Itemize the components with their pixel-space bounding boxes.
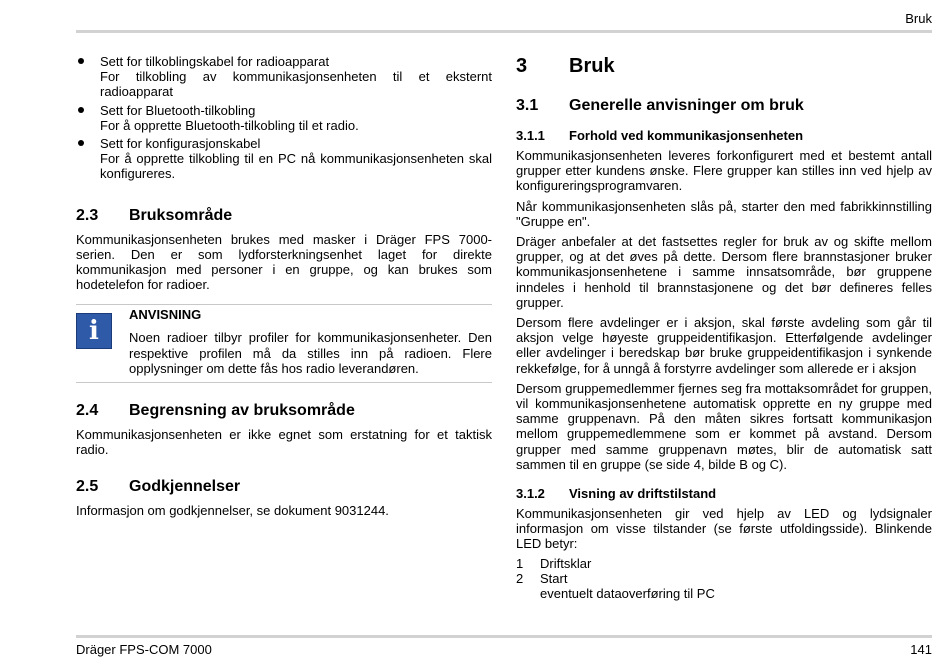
item-text [540,571,715,601]
chapter-title: Bruk [569,55,615,77]
bullet-head: Sett for tilkoblingskabel for radioapparat [100,54,330,69]
right-column [516,54,932,601]
footer-rule [76,635,932,638]
section-number: 3.1 [516,97,539,114]
item-text: Driftsklar [540,555,592,571]
section-text: Kommunikasjonsenheten brukes med masker i Dräger FPS 7000-serien. Den er som lydforsterkningsenhet laget for direkte kommunikasjon med personer i en gruppe, og kan brukes som hodetelefon for radioer. [76,231,492,293]
section-title: Godkjennelser [129,478,241,496]
paragraph: Dersom flere avdelinger er i aksjon, skal første avdeling som går til aksjon velge høyeste gruppeidentifikasjon. Etterfølgende avdelinger eller avdelinger i beredskap bør bruke gruppeidentifikasjon i synkende rekkefølge, for å unngå å forstyrre avdelinger som allerede er i aksjon [516,315,932,376]
subsection-number: 3.1.2 [516,486,545,502]
section-heading-3-1 [516,96,932,116]
section-text: Informasjon om godkjennelser, se dokument 9031244. [76,503,389,519]
info-icon: i [76,313,112,349]
section-heading-2-5 [76,477,492,497]
running-header: Bruk [905,11,932,26]
section-number: 2.3 [76,206,99,224]
list-item [76,103,492,133]
chapter-heading [516,54,932,78]
item-line: Start [540,570,568,586]
led-state-list [516,556,932,602]
paragraph: Dräger anbefaler at det fastsettes regler for bruk av og skifte mellom grupper, og at det øves på dette. Dersom flere brannstasjoner bruker kommunikasjonsenhetene i samme innsatsområde, bør gruppene inndeles i henhold til brannstasjonene og det bør defineres felles grupper. [516,234,932,310]
notice-text: Noen radioer tilbyr profiler for kommunikasjonsenheter. Den respektive profilen må da stilles inn på radioen. Flere opplysninger om dette fås hos radio leverandøren. [129,330,492,376]
list-item [76,136,492,182]
section-title: Bruksområde [129,206,233,224]
item-number: 2 [516,570,524,586]
list-item [516,556,932,571]
paragraph: Dersom gruppemedlemmer fjernes seg fra mottaksområdet for gruppen, vil kommunikasjonsenhetene automatisk opprette en ny gruppe med samme gruppenavn. På den måten sikres fortsatt kommunikasjon mellom gruppemedlemmene som er kommet på avstand. Dersom grupper med samme gruppenavn møtes, blir de automatisk satt sammen til en gruppe (se side 4, bilde B og C). [516,380,932,472]
chapter-number: 3 [516,55,528,77]
notice-box [76,304,492,383]
paragraph: Kommunikasjonsenheten gir ved hjelp av LED og lydsignaler informasjon om visse tilstander (se første utfoldingsside). Blinkende LED betyr: [516,506,932,552]
bullet-icon [78,107,84,113]
subsection-title: Visning av driftstilstand [569,486,717,502]
section-title: Begrensning av bruksområde [129,402,355,420]
paragraph: Kommunikasjonsenheten leveres forkonfigurert med et bestemt antall grupper etter kundens ønske. Flere grupper kan stilles inn ved hjelp av konfigureringsprogramvaren. [516,148,932,194]
section-heading-2-3 [76,206,492,226]
section-title: Generelle anvisninger om bruk [569,97,804,114]
paragraph: Når kommunikasjonsenheten slås på, starter den med fabrikkinnstilling "Gruppe en". [516,198,932,229]
bullet-body: For å opprette tilkobling til en PC nå kommunikasjonsenheten skal konfigureres. [100,151,492,182]
page-number: 141 [910,642,932,657]
bullet-head: Sett for konfigurasjonskabel [100,136,261,152]
bullet-head: Sett for Bluetooth-tilkobling [100,102,256,118]
subsection-number: 3.1.1 [516,128,545,143]
section-number: 2.4 [76,402,99,420]
list-item [516,571,932,601]
list-item [76,54,492,100]
accessory-list [76,54,492,182]
section-number: 2.5 [76,478,99,496]
section-heading-2-4 [76,401,492,421]
item-line: eventuelt dataoverføring til PC [540,586,715,602]
subsection-heading-3-1-1 [516,128,932,144]
item-number: 1 [516,555,524,571]
footer-product: Dräger FPS-COM 7000 [76,642,212,657]
header-rule [76,30,932,33]
bullet-icon [78,58,84,64]
notice-title: ANVISNING [129,307,202,323]
left-column [76,54,492,519]
bullet-body: For tilkobling av kommunikasjonsenheten til et eksternt radioapparat [100,69,492,100]
subsection-title: Forhold ved kommunikasjonsenheten [569,128,804,143]
bullet-body: For å opprette Bluetooth-tilkobling til et radio. [100,117,359,133]
subsection-heading-3-1-2 [516,486,932,502]
section-text: Kommunikasjonsenheten er ikke egnet som erstatning for et taktisk radio. [76,427,492,458]
bullet-icon [78,140,84,146]
